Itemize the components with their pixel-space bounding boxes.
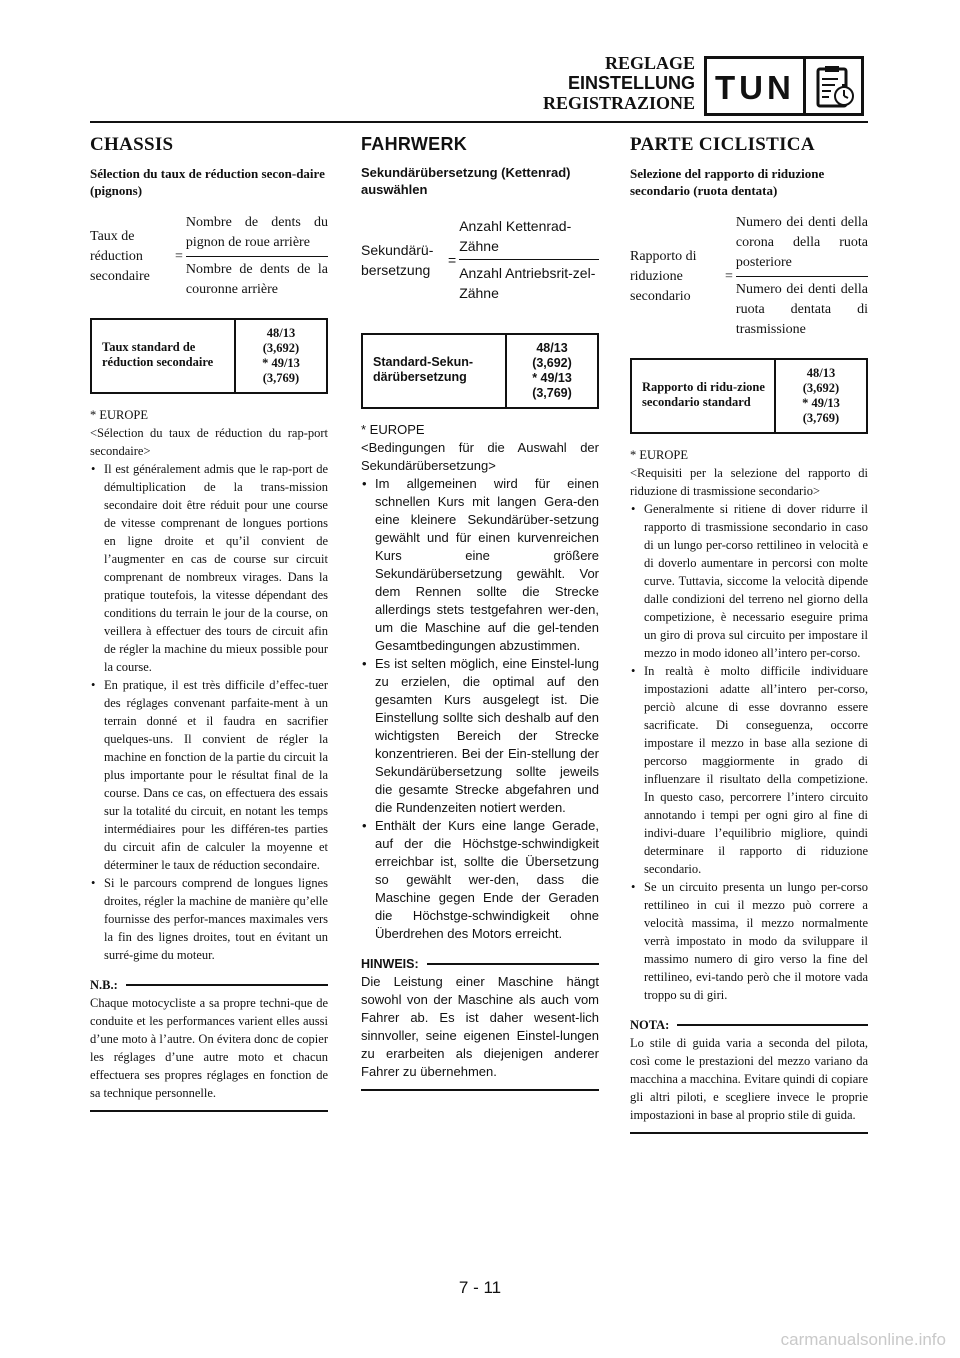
spec-label: Rapporto di ridu-zione secondario standard [632, 360, 776, 432]
formula-denominator: Anzahl Antriebsrit-zel-Zähne [459, 265, 596, 301]
tun-separator [803, 59, 806, 113]
europe-note: * EUROPE [361, 422, 425, 437]
formula-denominator: Numero dei denti della ruota dentata di trasmissione [735, 282, 868, 337]
formula-numerator: Numero dei denti della corona della ruota posteriore [736, 213, 868, 277]
formula-equals: = [448, 251, 457, 268]
spec-value: 48/13 (3,692) * 49/13 (3,769) [262, 326, 300, 385]
note-rule [677, 1024, 868, 1026]
formula-left: Sekundärü-bersetzung [361, 241, 434, 278]
formula-left: Taux de réduction secondaire [90, 228, 150, 284]
note-bottom-rule [90, 1110, 328, 1112]
body-text [630, 446, 868, 1134]
europe-note: * EUROPE [630, 448, 688, 462]
intro-text: <Sélection du taux de réduction du rap-port secondaire> [90, 426, 328, 458]
column-fr [90, 128, 328, 1112]
europe-note: * EUROPE [90, 408, 148, 422]
clipboard-stopwatch-icon [811, 65, 857, 109]
list-item: • Im allgemeinen wird für einen schnellen Kurs mit langen Gera-den eine kleinere Sekundärüber-setzung gewählt und für einen kurvenreichen Kurs eine größere Sekundärübersetzung gewählt. Vor dem Rennen sollte die Strecke allerdings stets testgefahren wer-den, um die Maschine auf die gel-tenden Gesamtbedingungen abzustimmen. [361, 475, 599, 655]
section-subtitle: Selezione del rapporto di riduzione secondario (ruota dentata) [630, 166, 825, 198]
bullet-list [630, 500, 868, 1004]
note-rule [427, 963, 599, 965]
ratio-formula [361, 216, 599, 303]
column-it [630, 128, 868, 1134]
note-label: NOTA: [630, 1018, 670, 1032]
bullet-list [361, 475, 599, 943]
tun-badge [704, 56, 864, 116]
body-text [361, 421, 599, 1091]
note-text: Chaque motocycliste a sa propre techni-que de conduite et les performances varient elles aussi d’une moto à l’autre. On évitera donc de copier les réglages d’une autre moto et chacun effectuera ses propres réglages en fonction de sa technique personnelle. [90, 996, 328, 1100]
section-title: FAHRWERK [361, 134, 468, 154]
formula-fraction [736, 213, 868, 340]
note-header [630, 1016, 868, 1034]
header-title-de: EINSTELLUNG [567, 73, 695, 93]
header-rule [90, 121, 868, 123]
spec-label: Standard-Sekun-därübersetzung [363, 335, 507, 407]
formula-equals: = [725, 268, 733, 284]
spec-value: 48/13 (3,692) * 49/13 (3,769) [802, 366, 840, 425]
spec-label: Taux standard de réduction secondaire [92, 320, 236, 392]
section-subtitle: Sekundärübersetzung (Kettenrad) auswählen [361, 165, 571, 197]
page-number: 7 - 11 [458, 1278, 502, 1297]
formula-left: Rapporto di riduzione secondario [630, 248, 697, 304]
section-title: CHASSIS [90, 134, 174, 155]
list-item: • En pratique, il est très difficile d’effec-tuer des réglages convenant parfaite-ment à un terrain donné et il faudra en sacrifier quelques-uns. Il convient de régler la machine en fonction de la partie du circuit la plus importante pour le résultat final de la course. Dans ce cas, on effectuera des essais sur la totalité du circuit, en notant les temps intermédiaires pour les différen-tes parties du circuit afin de calculer la moyenne et déterminer le taux de réduction secondaire. [90, 676, 328, 874]
ratio-formula [630, 213, 868, 340]
header-title-it: REGISTRAZIONE [542, 93, 695, 113]
formula-equals: = [175, 248, 183, 264]
formula-fraction [459, 216, 599, 303]
watermark: carmanualsonline.info [780, 1330, 946, 1349]
list-item: • Si le parcours comprend de longues lignes droites, régler la machine de manière qu’elle fournisse des perfor-mances maximales vers la fin des lignes droites, tout en évitant un surré-gime du moteur. [90, 874, 328, 964]
section-subtitle: Sélection du taux de réduction secon-daire (pignons) [90, 166, 325, 198]
ratio-formula [90, 213, 328, 300]
note-bottom-rule [361, 1089, 599, 1091]
spec-box [361, 333, 599, 409]
note-bottom-rule [630, 1132, 868, 1134]
section-title: PARTE CICLISTICA [630, 134, 815, 155]
list-item: • Es ist selten möglich, eine Einstel-lung zu erzielen, die optimal auf den gesamten Kurs ausgelegt ist. Die Einstellung sollte sich deshalb auf den wichtigsten Bereich der Strecke konzentrieren. Bei der Ein-stellung der Sekundärübersetzung sollte jeweils die gesamte Strecke abgefahren und die Rundenzeiten notiert werden. [361, 655, 599, 817]
list-item: • In realtà è molto difficile individuare impostazioni adatte all’intero per-corso, perciò alcune di esse dovranno essere sacrificate. Di conseguenza, occorre impostare il mezzo in base alla sezione di percorso maggiormente in grado di influenzare il risultato della competizione. In questo caso, percorrere l’intero circuito annotando i tempi per ogni giro al fine di indivi-duare l’equilibrio migliore, quindi determinare il rapporto di riduzione secondario. [630, 662, 868, 878]
header-title-fr: REGLAGE [604, 53, 695, 73]
note-header [361, 955, 599, 973]
formula-denominator: Nombre de dents de la couronne arrière [185, 262, 328, 297]
intro-text: <Bedingungen für die Auswahl der Sekundärübersetzung> [361, 440, 599, 473]
note-text: Lo stile di guida varia a seconda del pilota, così come le prestazioni del mezzo variano da macchina a macchina. Evitare quindi di copiare gli altri piloti, e scegliere invece le proprie impostazioni in base al proprio stile di guida. [630, 1036, 868, 1122]
intro-text: <Requisiti per la selezione del rapporto di riduzione di trasmissione secondario> [630, 466, 868, 498]
list-item: • Il est généralement admis que le rap-port de démultiplication de la trans-mission secondaire doit être réduit pour une course de vitesse comprenant de longues portions en ligne droite et qu’il convient de l’augmenter en cas de course sur circuit comprenant de nombreux virages. Dans la pratique toutefois, la vitesse dépendant des conditions du terrain le jour de la course, on veillera à effectuer des tours de circuit afin de régler la machine du mieux possible pour la course. [90, 460, 328, 676]
note-text: Die Leistung einer Maschine hängt sowohl von der Maschine als auch vom Fahrer ab. Es ist daher wesent-lich sinnvoller, seine eigenen Einstel-lungen zu erarbeiten als diejenigen anderer Fahrer zu übernehmen. [361, 974, 599, 1079]
note-header [90, 976, 328, 994]
list-item: • Se un circuito presenta un lungo per-corso rettilineo in cui il mezzo può correre a velocità massima, il mezzo normalmente verrà impostato in modo da sviluppare il massimo numero di giro verso la fine del rettilineo, evi-tando però che il motore vada troppo su di giri. [630, 878, 868, 1004]
bullet-list [90, 460, 328, 964]
spec-box [90, 318, 328, 394]
column-de [361, 128, 599, 1091]
list-item: • Enthält der Kurs eine lange Gerade, auf der die Höchstge-schwindigkeit erreichbar ist, sollte die Übersetzung so gewählt wer-den, dass die Maschine gegen Ende der Geraden die Höchstge-schwindigkeit ohne Überdrehen des Motors erreicht. [361, 817, 599, 943]
formula-fraction [186, 213, 328, 300]
note-label: N.B.: [90, 978, 118, 992]
tun-code: TUN [715, 69, 795, 106]
note-label: HINWEIS: [361, 957, 419, 971]
formula-numerator: Nombre de dents du pignon de roue arrière [186, 213, 328, 257]
body-text [90, 406, 328, 1112]
list-item: • Generalmente si ritiene di dover ridurre il rapporto di trasmissione secondario in caso di un lungo per-corso rettilineo in velocità e di doverlo aumentare in percorsi con molte curve. Tuttavia, siccome la velocità dipende dalle condizioni del terreno nel giorno della competizione, è necessario eseguire prima un giro di prova sul circuito per impostare il mezzo in modo idoneo all’intero per-corso. [630, 500, 868, 662]
note-rule [126, 984, 328, 986]
formula-numerator: Anzahl Kettenrad-Zähne [459, 216, 599, 260]
spec-box [630, 358, 868, 434]
spec-value: 48/13 (3,692) * 49/13 (3,769) [532, 341, 572, 400]
